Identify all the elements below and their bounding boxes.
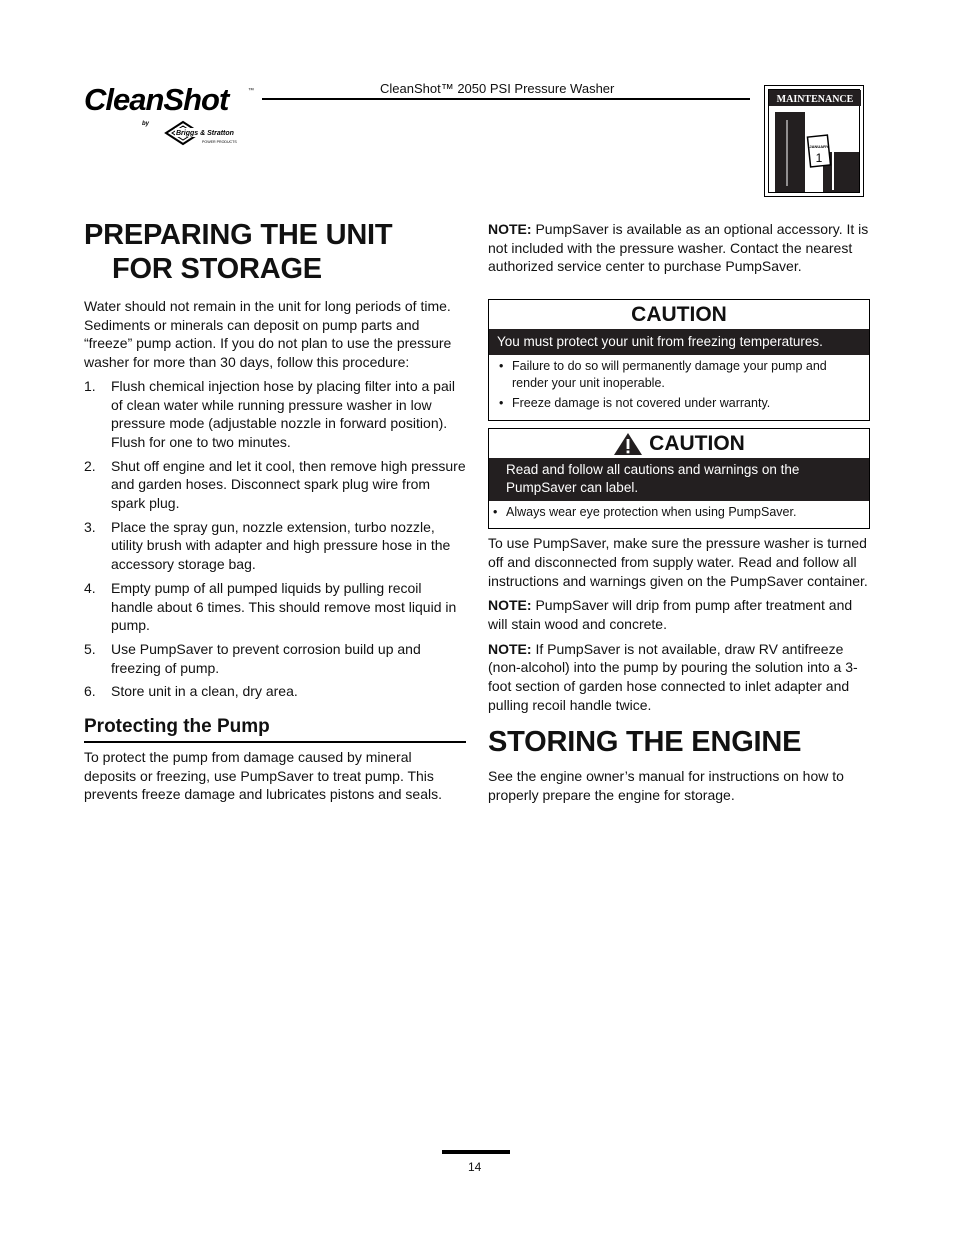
protect-pump-paragraph: To protect the pump from damage caused by mineral deposits or freezing, use PumpSaver to treat pump. This prevents freeze damage and lubricates pistons and seals. xyxy=(84,749,442,803)
list-item xyxy=(84,518,466,574)
warning-triangle-icon xyxy=(613,432,643,456)
logo-brand-text: Briggs & Stratton xyxy=(176,130,234,137)
step-number: 2. xyxy=(84,457,96,474)
left-column xyxy=(84,218,466,804)
logo-by-text: by xyxy=(142,121,150,127)
page-number: 14 xyxy=(468,1160,482,1174)
list-item: • Always wear eye protection when using PumpSaver. xyxy=(491,504,867,521)
caution-heading: CAUTION xyxy=(649,431,745,455)
maintenance-calendar-icon xyxy=(769,90,861,194)
step-text: Use PumpSaver to prevent corrosion build up and freezing of pump. xyxy=(111,640,421,676)
caution-pumpsaver-box xyxy=(488,428,870,529)
note-rv-antifreeze xyxy=(488,640,870,715)
list-item xyxy=(84,457,466,513)
step-number: 3. xyxy=(84,518,96,535)
note-text: PumpSaver will drip from pump after treatment and will stain wood and concrete. xyxy=(488,597,853,632)
step-number: 1. xyxy=(84,377,96,394)
caution-freezing-box xyxy=(488,299,870,421)
document-title: CleanShot™ 2050 PSI Pressure Washer xyxy=(380,81,615,96)
list-item xyxy=(84,377,466,452)
calendar-month: JANUARY xyxy=(809,144,829,149)
step-number: 4. xyxy=(84,579,96,596)
protecting-pump-heading: Protecting the Pump xyxy=(84,715,466,743)
note-text: PumpSaver is available as an optional accessory. It is not included with the pressure washer. Contact the nearest authorized service center to purchase PumpSaver. xyxy=(488,221,869,275)
header-divider xyxy=(262,98,750,100)
caution-list xyxy=(489,355,869,420)
title-line-2: FOR STORAGE xyxy=(112,253,322,285)
note-label: NOTE: xyxy=(488,597,532,614)
storage-steps-list xyxy=(84,377,466,701)
page-title-preparing-unit xyxy=(84,218,466,286)
list-item xyxy=(84,579,466,635)
caution-heading: CAUTION xyxy=(631,302,727,326)
list-item: • Failure to do so will permanently damage your pump and render your unit inoperable. xyxy=(497,358,861,392)
step-text: Flush chemical injection hose by placing filter into a pail of clean water while running pressure washer in low pressure mode (adjustable nozzle in forward position). Flush for one to two minutes. xyxy=(111,377,455,450)
list-item: • Freeze damage is not covered under warranty. xyxy=(497,395,861,412)
logo-trademark: ™ xyxy=(248,88,254,94)
list-item xyxy=(84,640,466,677)
caution-band: Read and follow all cautions and warnings on the PumpSaver can label. xyxy=(489,458,869,501)
logo-sub-text: POWER PRODUCTS xyxy=(202,140,237,144)
intro-paragraph: Water should not remain in the unit for long periods of time. Sediments or minerals can deposit on pump parts and “freeze” pump action. If you do not plan to use the pressure washer for more than 30 days, follow this procedure: xyxy=(84,298,452,371)
caution-list xyxy=(489,501,869,528)
cleanshot-logo xyxy=(84,84,256,148)
maintenance-label: MAINTENANCE xyxy=(776,94,854,105)
step-text: Empty pump of all pumped liquids by pulling recoil handle about 6 times. This should remove most liquid in pump. xyxy=(111,579,457,634)
logo-wordmark: CleanShot xyxy=(84,82,229,117)
engine-storage-paragraph: See the engine owner’s manual for instructions on how to properly prepare the engine for storage. xyxy=(488,768,844,804)
note-label: NOTE: xyxy=(488,221,532,237)
right-column xyxy=(488,220,870,805)
step-text: Store unit in a clean, dry area. xyxy=(111,683,298,700)
pumpsaver-usage-paragraph: To use PumpSaver, make sure the pressure washer is turned off and disconnected from supply water. Read and follow all instructions and warnings given on the PumpSaver container. xyxy=(488,535,868,589)
step-text: Shut off engine and let it cool, then remove high pressure and garden hoses. Disconnect spark plug wire from spark plug. xyxy=(111,457,466,512)
page-number-bar xyxy=(442,1150,510,1154)
note-drip-stain xyxy=(488,596,870,633)
step-number: 6. xyxy=(84,683,96,700)
step-text: Place the spray gun, nozzle extension, turbo nozzle, utility brush with adapter and high pressure hose in the accessory storage bag. xyxy=(111,518,451,573)
note-optional-accessory xyxy=(488,220,870,276)
calendar-day: 1 xyxy=(815,151,823,165)
caution-band: You must protect your unit from freezing temperatures. xyxy=(489,329,869,355)
note-text: If PumpSaver is not available, draw RV antifreeze (non-alcohol) into the pump by pouring the solution into a 3-foot section of garden hose connected to inlet adapter and pulling recoil handle twice. xyxy=(488,640,858,713)
caution-heading-row xyxy=(489,429,869,458)
note-label: NOTE: xyxy=(488,640,532,657)
maintenance-section-icon xyxy=(764,85,864,197)
title-line-1: PREPARING THE UNIT xyxy=(84,219,393,251)
step-number: 5. xyxy=(84,640,96,657)
list-item xyxy=(84,682,466,701)
storing-engine-heading: STORING THE ENGINE xyxy=(488,726,802,759)
briggs-stratton-logo xyxy=(142,118,272,148)
